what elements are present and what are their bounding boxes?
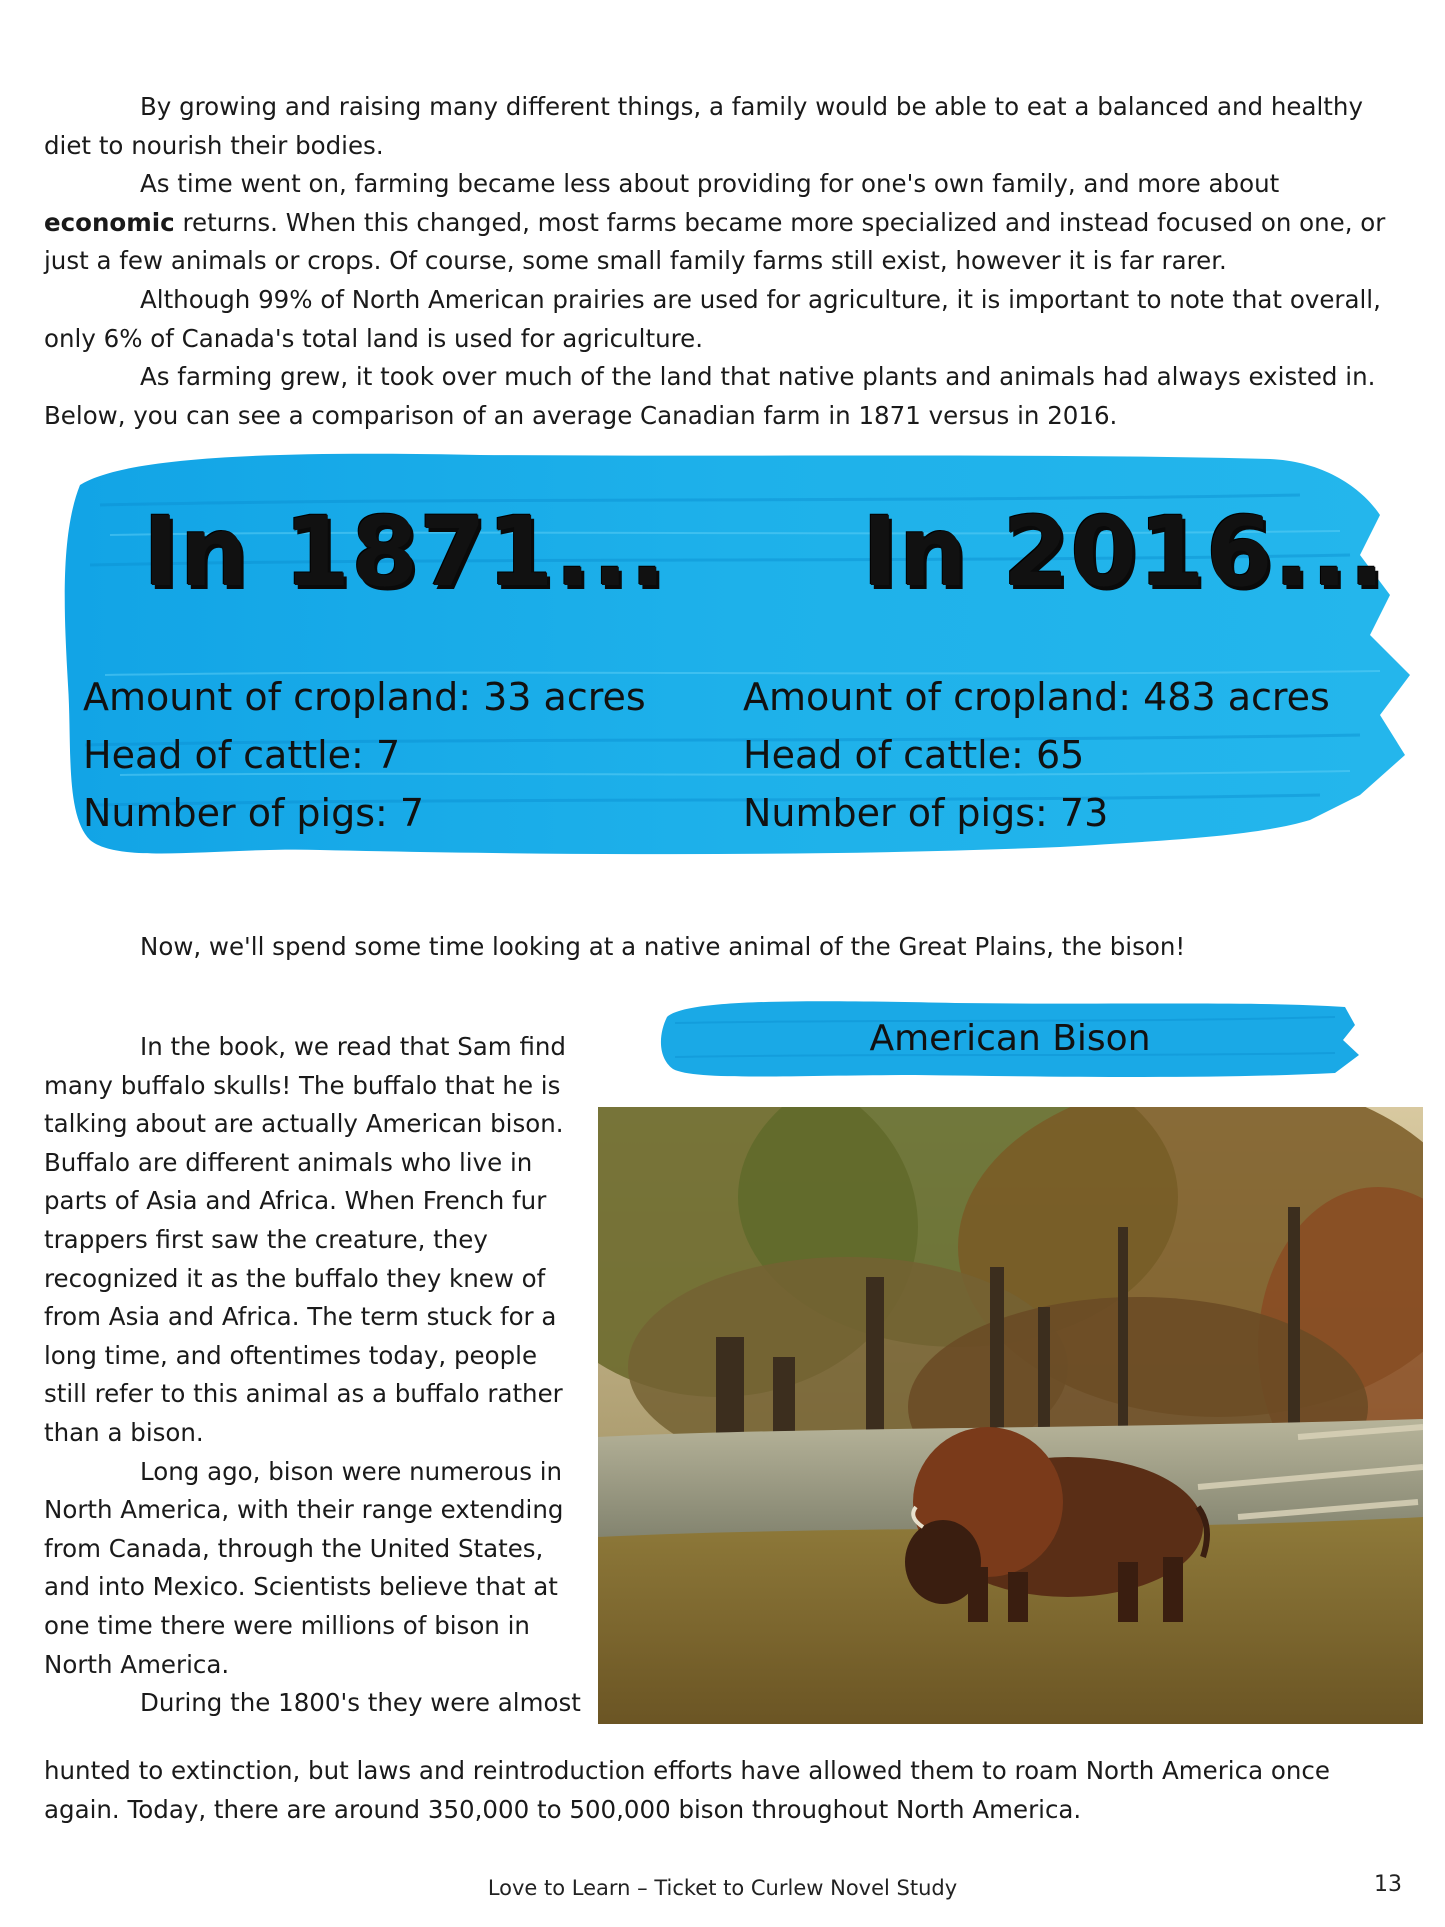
stat-2016-cropland: Amount of cropland: 483 acres <box>743 675 1330 719</box>
bison-paragraph-3: During the 1800's they were almost <box>140 1688 581 1718</box>
paragraph-economic: As time went on, farming became less about providing for one's own family, and more about economic returns. When this changed, most farms became more specialized and instead focused on one, or just a few animals or crops. Of course, some small family farms still exist, however it is far rarer. <box>44 169 1386 275</box>
paragraph-transition: Now, we'll spend some time looking at a native animal of the Great Plains, the bison! <box>140 932 1186 961</box>
stat-2016-pigs: Number of pigs: 73 <box>743 791 1109 835</box>
heading-2016: In 2016... <box>862 496 1387 608</box>
stat-2016-cattle: Head of cattle: 65 <box>743 733 1085 777</box>
page-footer: Love to Learn – Ticket to Curlew Novel Study <box>487 1876 958 1900</box>
paragraph-continuation: hunted to extinction, but laws and reintroduction efforts have allowed them to roam North America once again. Today, there are around 350,000 to 500,000 bison throughout North America. <box>44 1756 1330 1824</box>
stat-1871-cropland: Amount of cropland: 33 acres <box>83 675 646 719</box>
stat-1871-cattle: Head of cattle: 7 <box>83 733 401 777</box>
keyword-economic: economic <box>44 207 175 237</box>
heading-1871: In 1871... <box>143 496 668 608</box>
stat-1871-pigs: Number of pigs: 7 <box>83 791 425 835</box>
paragraph-farming-grew: As farming grew, it took over much of the land that native plants and animals had always existed in. Below, you can see a comparison of an average Canadian farm in 1871 versus in 2016. <box>44 362 1376 430</box>
bison-column-text <box>44 1028 584 1723</box>
bison-photo-illustration <box>598 1107 1423 1724</box>
bison-section-title: American Bison <box>869 1018 1151 1059</box>
paragraph-diet: By growing and raising many different things, a family would be able to eat a balanced and healthy diet to nourish their bodies. <box>44 92 1363 160</box>
bison-paragraph-1: In the book, we read that Sam find many buffalo skulls! The buffalo that he is talking about are actually American bison. Buffalo are different animals who live in parts of Asia and Africa. When French fur trappers first saw the creature, they recognized it as the buffalo they knew of from Asia and Africa. The term stuck for a long time, and oftentimes today, people still refer to this animal as a buffalo rather than a bison. <box>44 1032 566 1447</box>
bison-paragraph-2: Long ago, bison were numerous in North America, with their range extending from Canada, through the United States, and into Mexico. Scientists believe that at one time there were millions of bison in North America. <box>44 1456 564 1679</box>
page-number: 13 <box>1374 1872 1402 1897</box>
bison-photo <box>598 1107 1423 1724</box>
paragraph-agriculture-land: Although 99% of North American prairies are used for agriculture, it is important to note that overall, only 6% of Canada's total land is used for agriculture. <box>44 285 1381 353</box>
